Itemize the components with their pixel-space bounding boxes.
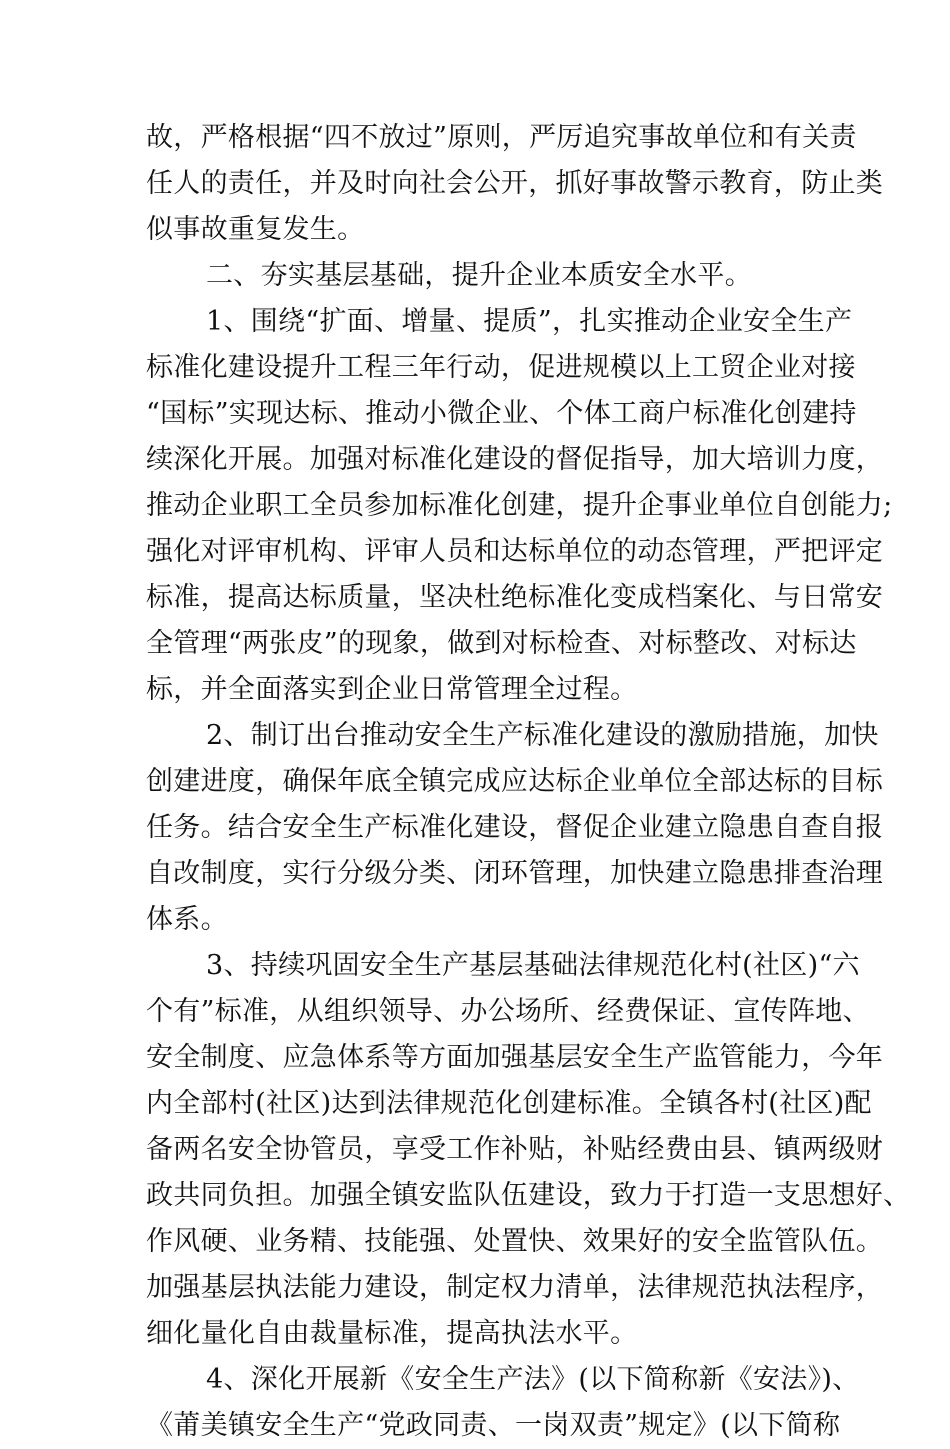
paragraph-start-line: 二、夯实基层基础，提升企业本质安全水平。 bbox=[206, 260, 752, 291]
text-line: 续深化开展。加强对标准化建设的督促指导，加大培训力度， bbox=[146, 444, 884, 475]
text-line: 故，严格根据“四不放过”原则，严厉追究事故单位和有关责 bbox=[146, 122, 857, 153]
paragraph-start-line: 4、深化开展新《安全生产法》(以下简称新《安法》)、 bbox=[206, 1364, 860, 1395]
text-line: 备两名安全协管员，享受工作补贴，补贴经费由县、镇两级财 bbox=[146, 1134, 884, 1165]
text-line: 体系。 bbox=[146, 904, 228, 935]
paragraph-start-line: 1、围绕“扩面、增量、提质”，扎实推动企业安全生产 bbox=[206, 306, 853, 337]
text-line: 创建进度，确保年底全镇完成应达标企业单位全部达标的目标 bbox=[146, 766, 884, 797]
text-line: 个有”标准，从组织领导、办公场所、经费保证、宣传阵地、 bbox=[146, 996, 870, 1027]
text-line: 标，并全面落实到企业日常管理全过程。 bbox=[146, 674, 638, 705]
paragraph-start-line: 2、制订出台推动安全生产标准化建设的激励措施，加快 bbox=[206, 720, 879, 751]
text-line: “国标”实现达标、推动小微企业、个体工商户标准化创建持 bbox=[146, 398, 857, 429]
text-line: 加强基层执法能力建设，制定权力清单，法律规范执法程序， bbox=[146, 1272, 884, 1303]
text-line: 政共同负担。加强全镇安监队伍建设，致力于打造一支思想好、 bbox=[146, 1180, 911, 1211]
text-line: 任务。结合安全生产标准化建设，督促企业建立隐患自查自报 bbox=[146, 812, 884, 843]
text-line: 全管理“两张皮”的现象，做到对标检查、对标整改、对标达 bbox=[146, 628, 857, 659]
text-line: 自改制度，实行分级分类、闭环管理，加快建立隐患排查治理 bbox=[146, 858, 884, 889]
text-line: 作风硬、业务精、技能强、处置快、效果好的安全监管队伍。 bbox=[146, 1226, 884, 1257]
text-line: 细化量化自由裁量标准，提高执法水平。 bbox=[146, 1318, 638, 1349]
paragraph-start-line: 3、持续巩固安全生产基层基础法律规范化村(社区)“六 bbox=[206, 950, 860, 981]
document-body bbox=[146, 115, 911, 1449]
text-line: 安全制度、应急体系等方面加强基层安全生产监管能力，今年 bbox=[146, 1042, 884, 1073]
text-line: 强化对评审机构、评审人员和达标单位的动态管理，严把评定 bbox=[146, 536, 884, 567]
text-line: 标准化建设提升工程三年行动，促进规模以上工贸企业对接 bbox=[146, 352, 856, 383]
text-line: 《莆美镇安全生产“党政同责、一岗双责”规定》(以下简称 bbox=[146, 1410, 841, 1441]
text-line: 内全部村(社区)达到法律规范化创建标准。全镇各村(社区)配 bbox=[146, 1088, 872, 1119]
text-line: 似事故重复发生。 bbox=[146, 214, 365, 245]
text-line: 推动企业职工全员参加标准化创建，提升企事业单位自创能力; bbox=[146, 490, 893, 521]
text-line: 标准，提高达标质量，坚决杜绝标准化变成档案化、与日常安 bbox=[146, 582, 884, 613]
text-line: 任人的责任，并及时向社会公开，抓好事故警示教育，防止类 bbox=[146, 168, 884, 199]
